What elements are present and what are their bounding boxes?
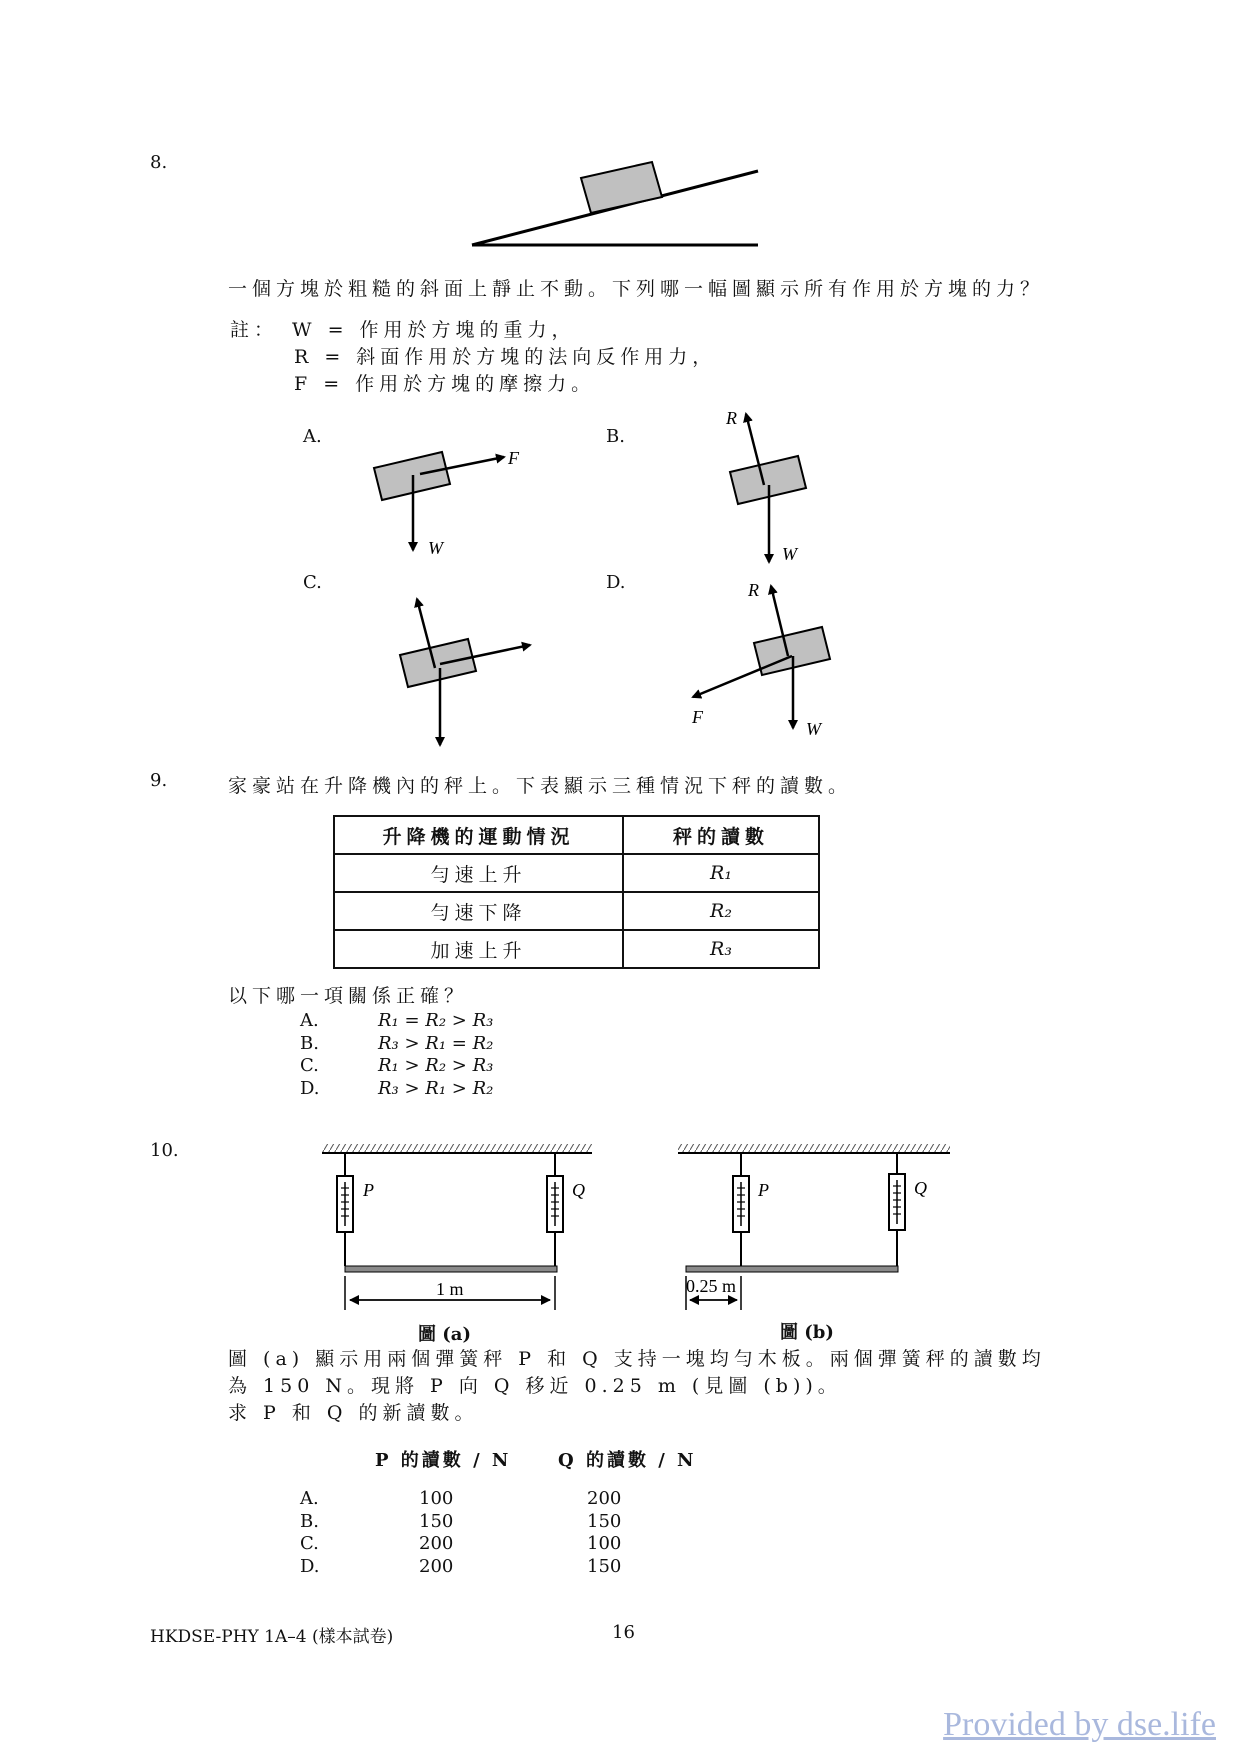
footer-code: HKDSE-PHY 1A–4 (樣本試卷)	[150, 1627, 394, 1647]
force-diagrams	[0, 0, 1240, 760]
q10-option-label: B.	[300, 1510, 319, 1532]
label-p-a: P	[363, 1180, 374, 1200]
question-10-line3: 求 P 和 Q 的新讀數。	[228, 1402, 479, 1424]
question-8-text: 一個方塊於粗糙的斜面上靜止不動。下列哪一幅圖顯示所有作用於方塊的力？	[228, 278, 1045, 300]
q10-option-label: D.	[300, 1555, 320, 1577]
q8-option-c: C.	[303, 572, 322, 593]
table-cell-reading: R₂	[623, 892, 819, 930]
table-cell-motion: 勻速上升	[334, 854, 623, 892]
note-f: F = 作用於方塊的摩擦力。	[294, 373, 596, 395]
label-r-b: R	[726, 408, 737, 428]
q9-option-text: R₃ > R₁ = R₂	[378, 1032, 494, 1054]
label-w-a: W	[428, 538, 443, 558]
table-row	[334, 930, 819, 968]
q10-option-p: 200	[419, 1533, 454, 1554]
table-cell-motion: 加速上升	[334, 930, 623, 968]
question-10-line1: 圖 (a) 顯示用兩個彈簧秤 P 和 Q 支持一塊均勻木板。兩個彈簧秤的讀數均	[228, 1348, 1046, 1370]
question-9-number: 9.	[150, 770, 168, 791]
question-8-number: 8.	[150, 152, 168, 173]
question-9-text: 家豪站在升降機內的秤上。下表顯示三種情況下秤的讀數。	[228, 775, 853, 797]
note-label: 註：	[230, 319, 279, 341]
q10-option-p: 200	[419, 1555, 454, 1577]
q10-option-p: 100	[419, 1488, 454, 1509]
label-q-b: Q	[914, 1178, 927, 1198]
table-header-motion: 升降機的運動情況	[334, 816, 623, 854]
q8-option-b: B.	[606, 426, 625, 447]
table-cell-reading: R₃	[623, 930, 819, 968]
q9-option-text: R₁ = R₂ > R₃	[378, 1010, 494, 1031]
col-header-q: Q 的讀數 / N	[558, 1450, 697, 1471]
figure-b	[678, 1144, 950, 1310]
q8-option-a: A.	[303, 426, 322, 447]
table-header-row	[334, 816, 819, 854]
q10-option-q: 150	[587, 1555, 622, 1577]
label-f-d: F	[692, 707, 703, 727]
q9-option-text: R₁ > R₂ > R₃	[378, 1055, 494, 1076]
table-row	[334, 892, 819, 930]
q9-option-label: B.	[300, 1032, 319, 1054]
caption-a: 圖 (a)	[418, 1324, 471, 1345]
q9-option-text: R₃ > R₁ > R₂	[378, 1077, 494, 1099]
question-10-line2: 為 150 N。現將 P 向 Q 移近 0.25 m (見圖 (b))。	[228, 1375, 842, 1397]
figure-a	[322, 1144, 592, 1310]
label-f-a: F	[508, 448, 519, 468]
caption-b: 圖 (b)	[780, 1322, 834, 1343]
question-10-number: 10.	[150, 1140, 179, 1161]
table-cell-motion: 勻速下降	[334, 892, 623, 930]
length-b-label: 0.25 m	[686, 1276, 737, 1296]
q10-option-label: A.	[300, 1488, 319, 1509]
q10-option-q: 200	[587, 1488, 622, 1509]
diagram-d	[691, 580, 830, 739]
q8-option-d: D.	[606, 572, 626, 593]
q10-option-q: 100	[587, 1533, 622, 1554]
label-q-a: Q	[572, 1180, 585, 1200]
q10-option-label: C.	[300, 1533, 319, 1554]
table-row	[334, 854, 819, 892]
q10-option-q-values	[587, 1488, 621, 1578]
page-number: 16	[612, 1622, 635, 1643]
label-p-b: P	[758, 1180, 769, 1200]
q9-option-label: C.	[300, 1055, 319, 1076]
table-cell-reading: R₁	[623, 854, 819, 892]
q10-option-labels	[300, 1488, 320, 1578]
q10-option-q: 150	[587, 1510, 622, 1532]
table-header-reading: 秤的讀數	[623, 816, 819, 854]
q10-option-p-values	[419, 1488, 453, 1578]
q10-option-p: 150	[419, 1510, 454, 1532]
note-w: W = 作用於方塊的重力，	[292, 319, 576, 341]
q9-option-label: D.	[300, 1077, 320, 1099]
note-r: R = 斜面作用於方塊的法向反作用力，	[294, 346, 717, 368]
q9-option-texts	[378, 1010, 493, 1100]
label-w-d: W	[806, 719, 821, 739]
question-9-prompt: 以下哪一項關係正確？	[228, 985, 469, 1007]
col-header-p: P 的讀數 / N	[375, 1450, 512, 1471]
length-a-label: 1 m	[436, 1279, 464, 1299]
diagram-b	[725, 408, 806, 564]
spring-balance-diagrams	[0, 1140, 1240, 1345]
q9-option-labels	[300, 1010, 320, 1100]
watermark-link[interactable]: Provided by dse.life	[943, 1706, 1216, 1743]
diagram-c	[400, 599, 530, 745]
label-w-b: W	[782, 544, 797, 564]
scale-readings-table	[333, 815, 820, 969]
q9-option-label: A.	[300, 1010, 319, 1031]
diagram-a	[374, 448, 520, 558]
label-r-d: R	[748, 580, 759, 600]
